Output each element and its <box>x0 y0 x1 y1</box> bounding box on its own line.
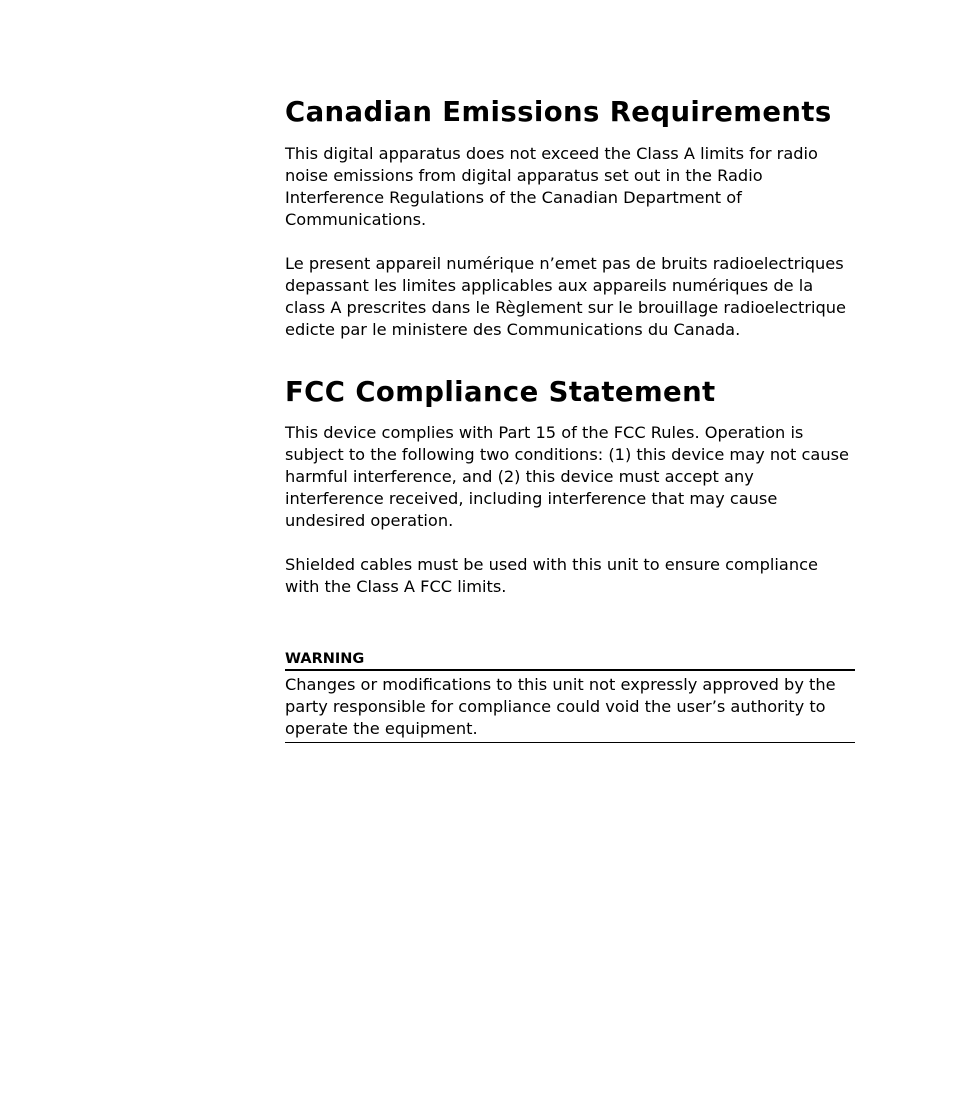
canadian-emissions-english-paragraph: This digital apparatus does not exceed the Class A limits for radio noise emissions from digital apparatus set out in the Radio Interference Regulations of the Canadian Department of Communications. <box>285 144 818 229</box>
document-content <box>285 94 855 743</box>
shielded-cables-paragraph: Shielded cables must be used with this unit to ensure compliance with the Class A FCC limits. <box>285 555 818 596</box>
canadian-emissions-french-paragraph: Le present appareil numérique n’emet pas de bruits radioelectriques depassant les limites applicables aux appareils numériques de la class A prescrites dans le Règlement sur le brouillage radioelectrique edicte par le ministere des Communications du Canada. <box>285 254 846 339</box>
warning-label: WARNING <box>285 650 855 671</box>
fcc-compliance-heading: FCC Compliance Statement <box>285 376 716 408</box>
warning-text: Changes or modifications to this unit not expressly approved by the party responsible for compliance could void the user’s authority to operate the equipment. <box>285 671 855 743</box>
warning-box <box>285 650 855 743</box>
fcc-compliance-paragraph: This device complies with Part 15 of the FCC Rules. Operation is subject to the following two conditions: (1) this device may not cause harmful interference, and (2) this device must accept any interference received, including interference that may cause undesired operation. <box>285 423 849 530</box>
canadian-emissions-heading: Canadian Emissions Requirements <box>285 96 832 128</box>
